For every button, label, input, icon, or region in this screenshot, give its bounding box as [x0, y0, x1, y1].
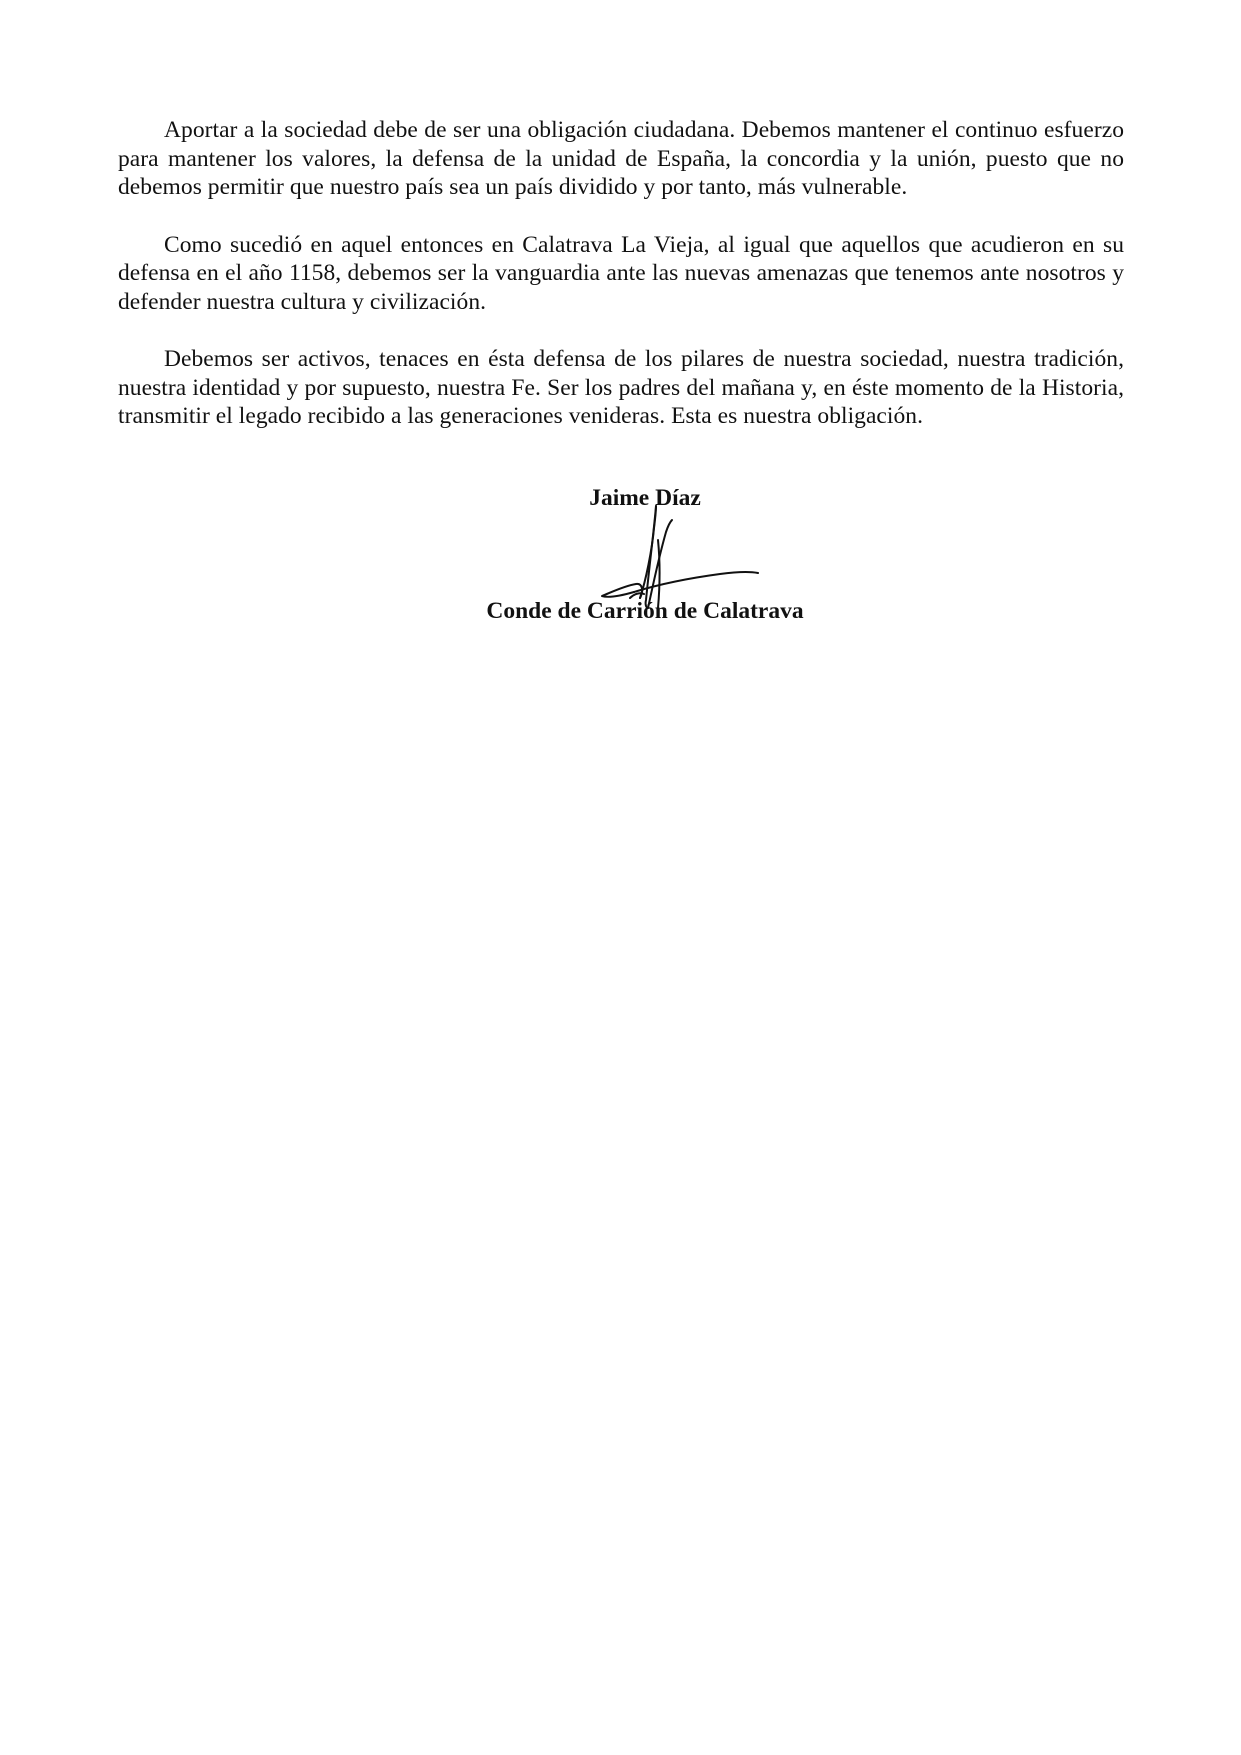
paragraph-1: Aportar a la sociedad debe de ser una obligación ciudadana. Debemos mantener el continuo esfuerzo para mantener los valores, la defensa de la unidad de España, la concordia y la unión, puesto que no debemos permitir que nuestro país sea un país dividido y por tanto, más vulnerable.: [118, 117, 1124, 200]
paragraph-3: Debemos ser activos, tenaces en ésta defensa de los pilares de nuestra sociedad, nuestra tradición, nuestra identidad y por supuesto, nuestra Fe. Ser los padres del mañana y, en éste momento de la Historia, transmitir el legado recibido a las generaciones venideras. Esta es nuestra obligación.: [118, 346, 1124, 429]
signer-name: Jaime Díaz: [589, 485, 701, 511]
signer-title: Conde de Carrión de Calatrava: [486, 598, 804, 624]
signature-block: [420, 480, 870, 640]
handwritten-signature-icon: [590, 500, 760, 610]
paragraph-2: Como sucedió en aquel entonces en Calatrava La Vieja, al igual que aquellos que acudieron en su defensa en el año 1158, debemos ser la vanguardia ante las nuevas amenazas que tenemos ante nosotros y defender nuestra cultura y civilización.: [118, 231, 1124, 315]
letter-body: [118, 116, 1124, 460]
